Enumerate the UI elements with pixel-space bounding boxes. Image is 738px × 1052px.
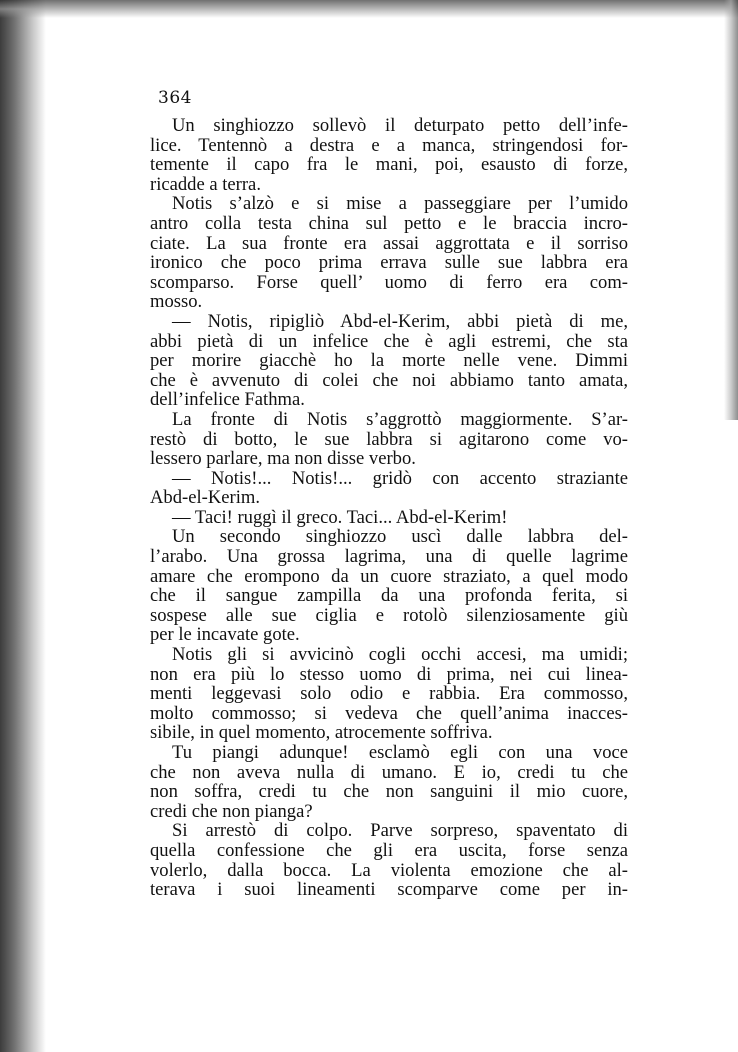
text-line: lice. Tentennò a destra e a manca, stringendosi for- (150, 135, 628, 156)
text-line: Notis gli si avvicinò cogli occhi accesi, ma umidi; (172, 645, 628, 665)
body-text (150, 116, 628, 900)
text-line: lessero parlare, ma non disse verbo. (150, 449, 416, 469)
text-line: ricadde a terra. (150, 174, 261, 195)
text-line: abbi pietà di un infelice che è agli estremi, che sta (150, 331, 628, 352)
text-line: Notis s’alzò e si mise a passeggiare per l’umido (172, 194, 628, 214)
text-line: per morire giacchè ho la morte nelle vene. Dimmi (150, 351, 628, 371)
text-line: ironico che poco prima errava sulle sue labbra era (150, 253, 628, 273)
text-line: mosso. (150, 292, 203, 312)
text-line: non soffra, credi tu che non sanguini il mio cuore, (150, 782, 628, 802)
text-line: menti leggevasi solo odio e rabbia. Era commosso, (150, 684, 628, 704)
text-line: — Notis, ripigliò Abd-el-Kerim, abbi pietà di me, (172, 311, 628, 332)
text-line: che non aveva nulla di umano. E io, credi tu che (150, 762, 628, 783)
text-line: sibile, in quel momento, atrocemente soffriva. (150, 723, 493, 743)
text-line: — Taci! ruggì il greco. Taci... Abd-el-Kerim! (172, 507, 508, 528)
text-line: terava i suoi lineamenti scomparve come per in- (150, 880, 628, 900)
text-line: quella confessione che gli era uscita, forse senza (150, 840, 628, 861)
text-line: che è avvenuto di colei che noi abbiamo tanto amata, (150, 370, 628, 391)
text-line: Tu piangi adunque! esclamò egli con una voce (172, 743, 628, 763)
text-line: non era più lo stesso uomo di prima, nei cui linea- (150, 664, 628, 685)
text-line: Abd-el-Kerim. (150, 488, 260, 508)
text-line: La fronte di Notis s’aggrottò maggiormente. S’ar- (172, 409, 628, 430)
page-edge-shadow-right (724, 0, 738, 420)
page-number: 364 (158, 88, 192, 108)
text-line: temente il capo fra le mani, poi, esausto di forze, (150, 155, 628, 175)
text-line: Si arrestò di colpo. Parve sorpreso, spaventato di (172, 821, 628, 841)
page-edge-shadow-top (0, 0, 738, 18)
text-line: restò di botto, le sue labbra si agitarono come vo- (150, 429, 628, 450)
text-line: ciate. La sua fronte era assai aggrottata e il sorriso (150, 233, 628, 254)
text-line: — Notis!... Notis!... gridò con accento straziante (172, 468, 628, 489)
text-line: sospese alle sue ciglia e rotolò silenziosamente giù (150, 605, 628, 626)
text-line: Un secondo singhiozzo uscì dalle labbra del- (172, 527, 628, 548)
text-line: l’arabo. Una grossa lagrima, una di quelle lagrime (150, 547, 628, 567)
text-line: che il sangue zampilla da una profonda ferita, si (150, 586, 628, 606)
text-line: molto commosso; si vedeva che quell’anima inacces- (150, 703, 628, 724)
text-line: Un singhiozzo sollevò il deturpato petto dell’infe- (172, 116, 628, 136)
text-line: credi che non pianga? (150, 801, 313, 822)
page-edge-shadow-left (0, 0, 46, 1052)
text-line: per le incavate gote. (150, 625, 300, 646)
text-line: antro colla testa china sul petto e le braccia incro- (150, 213, 628, 234)
text-line: amare che erompono da un cuore straziato, a quel modo (150, 566, 628, 587)
text-line: scomparso. Forse quell’ uomo di ferro era com- (150, 272, 628, 293)
text-line: dell’infelice Fathma. (150, 390, 305, 410)
text-line: volerlo, dalla bocca. La violenta emozione che al- (150, 860, 628, 881)
